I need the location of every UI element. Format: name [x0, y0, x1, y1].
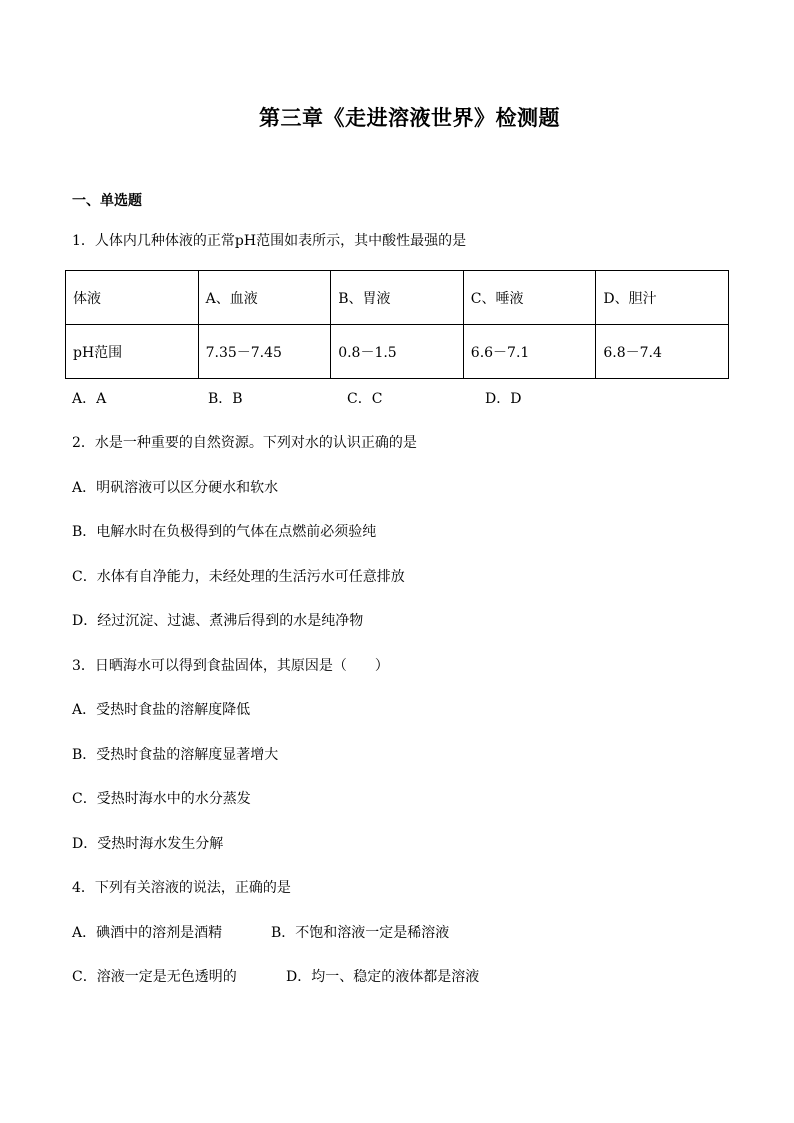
ph-range-table — [65, 270, 729, 379]
question-1-stem: 1．人体内几种体液的正常pH范围如表所示，其中酸性最强的是 — [72, 233, 467, 249]
option-b[interactable]: B．电解水时在负极得到的气体在点燃前必须验纯 — [72, 524, 377, 540]
option-d[interactable]: D．D — [485, 391, 522, 407]
option-b[interactable]: B．受热时食盐的溶解度显著增大 — [72, 747, 279, 763]
option-c[interactable]: C．受热时海水中的水分蒸发 — [72, 791, 251, 807]
option-d[interactable]: D．经过沉淀、过滤、煮沸后得到的水是纯净物 — [72, 613, 364, 629]
table-row — [66, 325, 729, 379]
option-a[interactable]: A．受热时食盐的溶解度降低 — [72, 702, 251, 718]
option-d[interactable]: D．均一、稳定的液体都是溶液 — [286, 969, 480, 985]
option-b[interactable]: B．不饱和溶液一定是稀溶液 — [271, 925, 450, 941]
table-cell: 0.8－1.5 — [331, 325, 464, 379]
option-b[interactable]: B．B — [208, 391, 243, 407]
table-cell: 6.8－7.4 — [596, 325, 729, 379]
page-title: 第三章《走进溶液世界》检测题 — [259, 105, 560, 130]
option-a[interactable]: A．明矾溶液可以区分硬水和软水 — [72, 480, 279, 496]
option-c[interactable]: C．C — [347, 391, 383, 407]
option-c[interactable]: C．水体有自净能力，未经处理的生活污水可任意排放 — [72, 569, 405, 585]
question-3-stem: 3．日晒海水可以得到食盐固体，其原因是（ ） — [72, 658, 389, 674]
table-cell: B、胃液 — [331, 271, 464, 325]
option-a[interactable]: A．A — [72, 391, 107, 407]
option-d[interactable]: D．受热时海水发生分解 — [72, 836, 224, 852]
question-2-stem: 2．水是一种重要的自然资源。下列对水的认识正确的是 — [72, 435, 417, 451]
option-c[interactable]: C．溶液一定是无色透明的 — [72, 969, 237, 985]
table-cell: D、胆汁 — [596, 271, 729, 325]
table-cell: 6.6－7.1 — [463, 325, 596, 379]
question-4-stem: 4．下列有关溶液的说法，正确的是 — [72, 880, 291, 896]
option-a[interactable]: A．碘酒中的溶剂是酒精 — [72, 925, 223, 941]
table-cell: pH范围 — [66, 325, 199, 379]
table-cell: A、血液 — [198, 271, 331, 325]
table-cell: C、唾液 — [463, 271, 596, 325]
table-row — [66, 271, 729, 325]
table-cell: 7.35－7.45 — [198, 325, 331, 379]
section-heading: 一、单选题 — [72, 193, 142, 209]
table-cell: 体液 — [66, 271, 199, 325]
